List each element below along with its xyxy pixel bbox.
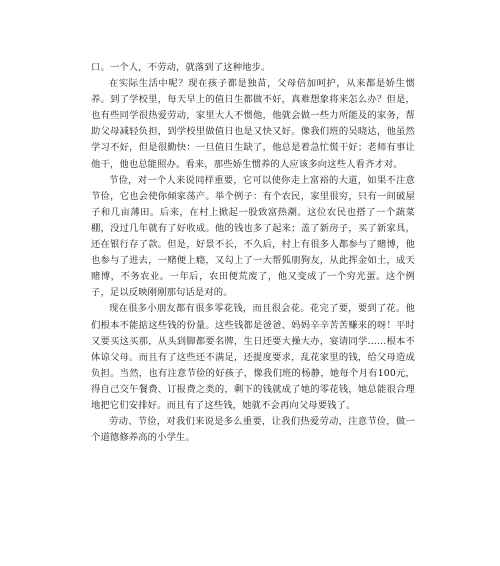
document-body <box>91 60 415 446</box>
paragraph-conclusion: 劳动、节俭，对我们来说是多么重要，让我们热爱劳动，注意节俭，做一个道德修养高的小学生。 <box>91 416 415 444</box>
paragraph-pocket-money: 现在很多小朋友都有很多零花钱，而且很会花。花完了要，要到了花。他们根本不能掂这些钱的份量。这些钱都是爸爸、妈妈辛辛苦苦赚来的呀！平时又要买这买那，从头到脚都要名牌，生日还要大操大办，宴请同学……根本不体谅父母。而且有了这些还不满足，还提度要求，乱花家里的钱，给父母造成负担。当然，也有注意节俭的好孩子，像我们班的杨静，她每个月有100元，得自己交午餐费、订报费之类的，剩下的钱就成了她的零花钱，她总能很合理地把它们安排好。而且有了这些钱，她就不会再向父母要钱了。 <box>91 303 415 411</box>
paragraph-thrift: 节俭，对一个人来说同样重要，它可以使你走上富裕的大道，如果不注意节俭，它也会使你倾家荡产。举个例子：有个农民，家里很穷，只有一间破屋子和几亩薄田。后来，在村上掀起一股致富热潮。这位农民也搭了一个蔬菜棚，没过几年就有了好收成。他的钱也多了起来；盖了新房子，买了新家具，还在银行存了款。但是，好景不长，不久后，村上有很多人都参与了赌博，他也参与了进去，一赌便上瘾，又勾上了一大帮狐朋狗友，从此挥金如土，成天赌博，不务农业。一年后，农田便荒废了，他又变成了一个穷光蛋。这个例子，足以反映刚刚那句话是对的。 <box>91 174 415 299</box>
paragraph-real-life: 在实际生活中呢？现在孩子都是独苗，父母倍加呵护，从来都是娇生惯养。到了学校里，每天早上的值日生都做不好，真难想象将来怎么办？但是，也有些同学很热爱劳动，家里大人不惯他，他就会做一些力所能及的家务，帮助父母减轻负担，到学校里做值日也是又快又好。像我们班的吴晓达，他虽然学习不好，但是很勤快：一旦值日生缺了，他总是着急忙慌干好；老师有事让他干，他也总能照办。看来，那些娇生惯养的人应该多向这些人看齐才对。 <box>91 78 415 170</box>
paragraph-continuation: 口。一个人，不劳动，就落到了这种地步。 <box>91 62 271 73</box>
